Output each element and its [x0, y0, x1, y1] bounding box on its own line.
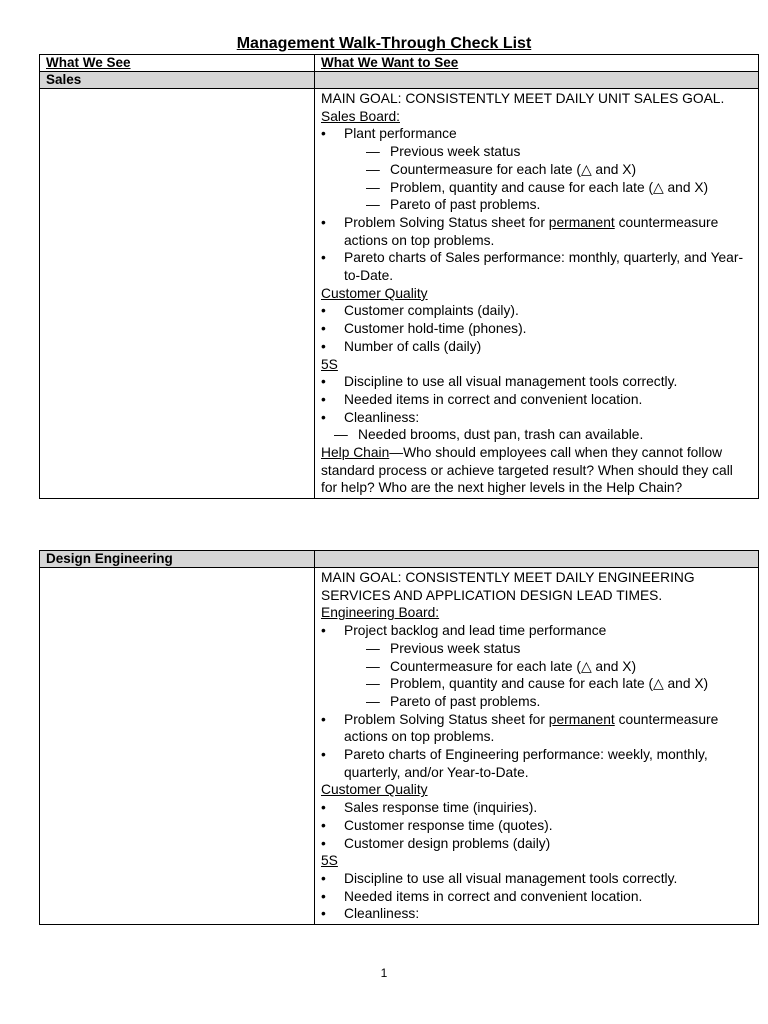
- design-table: [39, 550, 759, 925]
- sales-customer-quality-list: [321, 302, 752, 355]
- list-item: • Discipline to use all visual management tools correctly.: [321, 373, 752, 391]
- help-chain-text: —Who should employees call when they cannot follow standard process or achieve targeted result? When should they call for help? Who are the next higher levels in the Help Chain?: [321, 445, 733, 496]
- design-5s-list: [321, 870, 752, 923]
- design-board-list: [321, 622, 752, 781]
- list-item: • Needed items in correct and convenient location.: [321, 888, 752, 906]
- help-chain-term: Help Chain: [321, 445, 390, 461]
- design-customer-quality-list: [321, 799, 752, 852]
- list-item: • Sales response time (inquiries).: [321, 799, 752, 817]
- ps-suffix: countermeasure actions on top problems.: [344, 711, 719, 745]
- list-item: [321, 622, 752, 711]
- section-blank-cell: [315, 72, 759, 89]
- list-item: [321, 214, 752, 249]
- page-number: 1: [380, 966, 388, 980]
- list-item: [321, 711, 752, 746]
- section-blank-cell: [315, 551, 759, 568]
- list-item: • Customer response time (quotes).: [321, 817, 752, 835]
- list-item: • Pareto charts of Sales performance: monthly, quarterly, and Year-to-Date.: [321, 249, 752, 284]
- sales-board-heading: Sales Board:: [321, 108, 400, 124]
- sales-what-we-want-cell: [315, 89, 759, 499]
- header-row: [40, 55, 759, 72]
- ps-permanent: permanent: [548, 711, 615, 727]
- ps-prefix: Problem Solving Status sheet for: [344, 214, 549, 230]
- sales-board-list: [321, 125, 752, 284]
- col-header-what-we-see: What We See: [40, 55, 315, 72]
- list-item: • Pareto charts of Engineering performance: weekly, monthly, quarterly, and/or Year-to-Date.: [321, 746, 752, 781]
- sales-table: [39, 54, 759, 499]
- sub-item: — Pareto of past problems.: [344, 693, 752, 711]
- sub-item: — Countermeasure for each late (△ and X): [344, 658, 752, 676]
- ps-prefix: Problem Solving Status sheet for: [344, 711, 549, 727]
- sub-item: — Previous week status: [344, 640, 752, 658]
- help-chain-paragraph: [321, 444, 752, 497]
- list-item: • Cleanliness:: [321, 905, 752, 923]
- sub-item: — Problem, quantity and cause for each late (△ and X): [344, 675, 752, 693]
- sales-5s-heading: 5S: [321, 356, 338, 372]
- section-title-sales: Sales: [40, 72, 315, 89]
- design-what-we-want-cell: [315, 568, 759, 925]
- col-header-what-we-want-to-see: What We Want to See: [315, 55, 759, 72]
- list-item: • Customer hold-time (phones).: [321, 320, 752, 338]
- list-item: • Discipline to use all visual management tools correctly.: [321, 870, 752, 888]
- list-item: • Cleanliness:: [321, 409, 752, 427]
- list-item: • Customer design problems (daily): [321, 835, 752, 853]
- design-content-row: [40, 568, 759, 925]
- sales-customer-quality-heading: Customer Quality: [321, 285, 428, 301]
- sub-item: — Pareto of past problems.: [344, 196, 752, 214]
- page-title: Management Walk-Through Check List: [236, 35, 532, 52]
- design-customer-quality-heading: Customer Quality: [321, 782, 428, 798]
- list-item: • Needed items in correct and convenient location.: [321, 391, 752, 409]
- sales-5s-list: [321, 373, 752, 426]
- sales-content-row: [40, 89, 759, 499]
- list-item-text: Plant performance: [344, 126, 457, 142]
- section-row-sales: [40, 72, 759, 89]
- sales-what-we-see-cell: [40, 89, 315, 499]
- section-row-design: [40, 551, 759, 568]
- clean-sub-item: — Needed brooms, dust pan, trash can available.: [321, 426, 752, 444]
- list-item: • Number of calls (daily): [321, 338, 752, 356]
- ps-permanent: permanent: [548, 214, 615, 230]
- section-title-design: Design Engineering: [40, 551, 315, 568]
- design-board-heading: Engineering Board:: [321, 605, 440, 621]
- sub-item: — Problem, quantity and cause for each late (△ and X): [344, 179, 752, 197]
- sub-item: — Countermeasure for each late (△ and X): [344, 161, 752, 179]
- design-what-we-see-cell: [40, 568, 315, 925]
- list-item: • Customer complaints (daily).: [321, 302, 752, 320]
- design-5s-heading: 5S: [321, 853, 338, 869]
- sales-main-goal: MAIN GOAL: CONSISTENTLY MEET DAILY UNIT SALES GOAL.: [321, 91, 725, 106]
- sub-item: — Previous week status: [344, 143, 752, 161]
- design-main-goal: MAIN GOAL: CONSISTENTLY MEET DAILY ENGINEERING SERVICES AND APPLICATION DESIGN LEAD TIMES.: [321, 570, 695, 603]
- ps-suffix: countermeasure actions on top problems.: [344, 214, 719, 248]
- list-item: [321, 125, 752, 214]
- list-item-text: Project backlog and lead time performance: [344, 623, 607, 639]
